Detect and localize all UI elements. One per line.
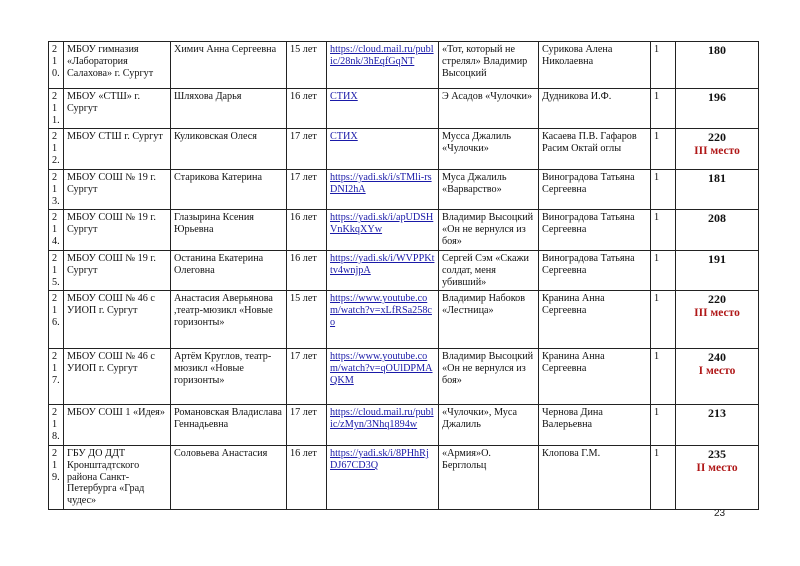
school-cell: МБОУ СТШ г. Сургут (64, 129, 171, 169)
video-link[interactable]: https://yadi.sk/i/apUDSHVnKkqXYw (327, 210, 439, 250)
score-cell (676, 169, 759, 209)
age-cell: 17 лет (287, 169, 327, 209)
row-number: 213. (49, 169, 64, 209)
teacher-cell: Кранина Анна Сергеевна (539, 349, 651, 405)
participant-cell: Шляхова Дарья (171, 89, 287, 129)
work-cell: Сергей Сэм «Скажи солдат, меня убивший» (439, 250, 539, 290)
count-cell: 1 (651, 42, 676, 89)
work-cell: Муса Джалиль «Варварство» (439, 169, 539, 209)
results-table (48, 41, 759, 510)
table-row (49, 42, 759, 89)
participant-cell: Старикова Катерина (171, 169, 287, 209)
table-row (49, 250, 759, 290)
score-cell (676, 405, 759, 445)
row-number: 215. (49, 250, 64, 290)
participant-cell: Куликовская Олеся (171, 129, 287, 169)
place-label: III место (694, 145, 740, 158)
table-row (49, 405, 759, 445)
score-value: 196 (708, 90, 726, 104)
work-cell: Мусса Джалиль «Чулочки» (439, 129, 539, 169)
table-row (49, 129, 759, 169)
work-cell: Владимир Высоцкий «Он не вернулся из боя» (439, 349, 539, 405)
video-link[interactable]: https://yadi.sk/i/8PHhRjDJ67CD3Q (327, 445, 439, 509)
video-link[interactable]: СТИХ (327, 89, 439, 129)
school-cell: МБОУ СОШ № 19 г. Сургут (64, 250, 171, 290)
participant-cell: Артём Круглов, театр-мюзикл «Новые горизонты» (171, 349, 287, 405)
school-cell: МБОУ «СТШ» г. Сургут (64, 89, 171, 129)
row-number: 218. (49, 405, 64, 445)
school-cell: МБОУ СОШ 1 «Идея» (64, 405, 171, 445)
participant-cell: Анастасия Аверьянова ,театр-мюзикл «Новые горизонты» (171, 291, 287, 349)
work-cell: Владимир Высоцкий «Он не вернулся из боя» (439, 210, 539, 250)
work-cell: «Тот, который не стрелял» Владимир Высоцкий (439, 42, 539, 89)
school-cell: ГБУ ДО ДДТ Кронштадтского района Санкт-Петербурга «Град чудес» (64, 445, 171, 509)
count-cell: 1 (651, 349, 676, 405)
row-number: 219. (49, 445, 64, 509)
work-cell: Э Асадов «Чулочки» (439, 89, 539, 129)
teacher-cell: Чернова Дина Валерьевна (539, 405, 651, 445)
age-cell: 17 лет (287, 129, 327, 169)
video-link[interactable]: https://cloud.mail.ru/public/zMyn/3Nhq1894w (327, 405, 439, 445)
score-value: 180 (708, 43, 726, 57)
score-cell (676, 89, 759, 129)
table-row (49, 89, 759, 129)
score-value: 208 (708, 211, 726, 226)
school-cell: МБОУ гимназия «Лаборатория Салахова» г. Сургут (64, 42, 171, 89)
video-link[interactable]: https://www.youtube.com/watch?v=qOUlDPMAQKM (327, 349, 439, 405)
score-cell (676, 291, 759, 349)
count-cell: 1 (651, 291, 676, 349)
teacher-cell: Кранина Анна Сергеевна (539, 291, 651, 349)
teacher-cell: Касаева П.В. Гафаров Расим Октай оглы (539, 129, 651, 169)
score-cell (676, 445, 759, 509)
age-cell: 17 лет (287, 405, 327, 445)
work-cell: «Чулочки», Муса Джалиль (439, 405, 539, 445)
score-value: 235 (708, 446, 726, 461)
count-cell: 1 (651, 445, 676, 509)
score-cell (676, 349, 759, 405)
row-number: 212. (49, 129, 64, 169)
video-link[interactable]: https://www.youtube.com/watch?v=xLfRSa258co (327, 291, 439, 349)
table-body (49, 42, 759, 510)
video-link[interactable]: https://cloud.mail.ru/public/28nk/3hEqfGqNT (327, 42, 439, 89)
work-cell: Владимир Набоков «Лестница» (439, 291, 539, 349)
score-value: 191 (708, 251, 726, 266)
score-value: 181 (708, 170, 726, 185)
score-value: 220 (708, 292, 726, 307)
score-cell (676, 129, 759, 169)
table-row (49, 210, 759, 250)
count-cell: 1 (651, 250, 676, 290)
row-number: 217. (49, 349, 64, 405)
participant-cell: Соловьева Анастасия (171, 445, 287, 509)
row-number: 214. (49, 210, 64, 250)
table-row (49, 169, 759, 209)
table-row (49, 291, 759, 349)
age-cell: 16 лет (287, 89, 327, 129)
row-number: 210. (49, 42, 64, 89)
table-row (49, 445, 759, 509)
teacher-cell: Виноградова Татьяна Сергеевна (539, 210, 651, 250)
teacher-cell: Виноградова Татьяна Сергеевна (539, 169, 651, 209)
count-cell: 1 (651, 129, 676, 169)
teacher-cell: Дудникова И.Ф. (539, 89, 651, 129)
page-number: 23 (714, 508, 726, 519)
participant-cell: Глазырина Ксения Юрьевна (171, 210, 287, 250)
count-cell: 1 (651, 210, 676, 250)
score-value: 213 (708, 406, 726, 421)
video-link[interactable]: СТИХ (327, 129, 439, 169)
school-cell: МБОУ СОШ № 19 г. Сургут (64, 169, 171, 209)
score-cell (676, 42, 759, 89)
participant-cell: Химич Анна Сергеевна (171, 42, 287, 89)
count-cell: 1 (651, 89, 676, 129)
age-cell: 17 лет (287, 349, 327, 405)
participant-cell: Останина Екатерина Олеговна (171, 250, 287, 290)
place-label: I место (698, 365, 736, 378)
place-label: III место (694, 307, 740, 320)
school-cell: МБОУ СОШ № 46 с УИОП г. Сургут (64, 349, 171, 405)
row-number: 211. (49, 89, 64, 129)
table-row (49, 349, 759, 405)
count-cell: 1 (651, 405, 676, 445)
work-cell: «Армия»О. Берглольц (439, 445, 539, 509)
age-cell: 16 лет (287, 210, 327, 250)
row-number: 216. (49, 291, 64, 349)
teacher-cell: Сурикова Алена Николаевна (539, 42, 651, 89)
age-cell: 16 лет (287, 445, 327, 509)
count-cell: 1 (651, 169, 676, 209)
video-link[interactable]: https://yadi.sk/i/sTMli-rsDNI2hA (327, 169, 439, 209)
teacher-cell: Клопова Г.М. (539, 445, 651, 509)
participant-cell: Романовская Владислава Геннадьевна (171, 405, 287, 445)
school-cell: МБОУ СОШ № 19 г. Сургут (64, 210, 171, 250)
score-value: 220 (708, 130, 726, 145)
video-link[interactable]: https://yadi.sk/i/WVPPKttv4wnjpA (327, 250, 439, 290)
age-cell: 16 лет (287, 250, 327, 290)
place-label: II место (696, 461, 738, 474)
school-cell: МБОУ СОШ № 46 с УИОП г. Сургут (64, 291, 171, 349)
score-value: 240 (708, 350, 726, 365)
age-cell: 15 лет (287, 291, 327, 349)
score-cell (676, 210, 759, 250)
teacher-cell: Виноградова Татьяна Сергеевна (539, 250, 651, 290)
age-cell: 15 лет (287, 42, 327, 89)
score-cell (676, 250, 759, 290)
